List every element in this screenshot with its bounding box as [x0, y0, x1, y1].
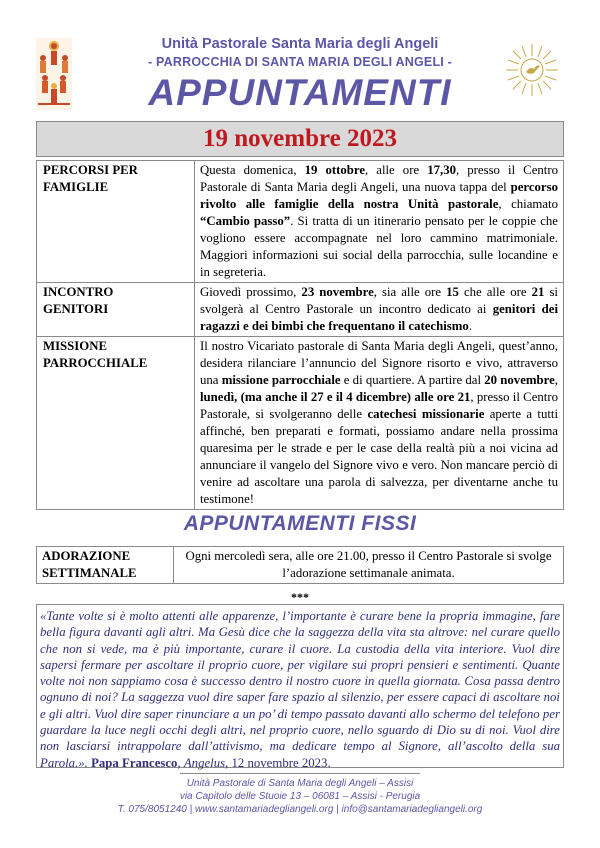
parish-subtitle: - PARROCCHIA DI SANTA MARIA DEGLI ANGELI -	[148, 55, 452, 69]
table-row	[37, 283, 564, 337]
row-label	[37, 161, 195, 283]
row-text: Ogni mercoledì sera, alle ore 21.00, presso il Centro Pastorale si svolge l’adorazione settimanale animata.	[174, 547, 564, 584]
table-row	[37, 547, 564, 584]
row-label	[37, 337, 195, 510]
label-line: PERCORSI PER	[43, 163, 138, 177]
row-label	[37, 547, 174, 584]
label-line: FAMIGLIE	[43, 180, 109, 194]
quote-text: «Tante volte si è molto attenti alle apparenze, l’importante è curare bene la propria immagine, fare bella figura davanti agli altri. Ma Gesù dice che la saggezza della vita sta altrove: nel curare quello che non si vede, ma è più importante, curare il cuore. La custodia della vita interiore. Vuol dire sapersi fermare per ascoltare il proprio cuore, per vigilare sui propri pensieri e sentimenti. Quante volte noi non sappiamo cosa è successo dentro il nostro cuore in quella giornata. Cosa passa dentro ognuno di noi? La saggezza vuol dire saper fare spazio al silenzio, per essere capaci di ascoltare noi e gli altri. Vuol dire saper rinunciare a un po’ di tempo passato davanti allo schermo del telefono per guardare la luce negli occhi degli altri, nel proprio cuore, nello sguardo di Dio su di noi. Vuol dire non lasciarsi intrappolare dall’attivismo, ma dedicare tempo al Signore, all’ascolto della sua Parola.».	[40, 609, 560, 770]
fixed-appointments-table	[36, 546, 564, 584]
fixed-appointments-title: APPUNTAMENTI FISSI	[183, 512, 417, 535]
footer-contacts: T. 075/8051240 | www.santamariadegliangeli.org | info@santamariadegliangeli.org	[117, 804, 483, 815]
label-line: INCONTRO	[43, 285, 114, 299]
page-title: APPUNTAMENTI	[148, 72, 452, 113]
quote-date: , 12 novembre 2023.	[225, 755, 331, 770]
footer-address: Unità Pastorale di Santa Maria degli Angeli – Assisi	[186, 778, 414, 789]
label-line: SETTIMANALE	[42, 566, 137, 580]
label-line: PARROCCHIALE	[43, 356, 148, 370]
date-banner: 19 novembre 2023	[36, 121, 564, 157]
appointments-table	[36, 160, 564, 510]
separator: ***	[291, 590, 309, 604]
quote-box: «Tante volte si è molto attenti alle apparenze, l’importante è curare bene la propria immagine, fare bella figura davanti agli altri. Ma Gesù dice che la saggezza della vita sta altrove: nel curare quello che non si vede, ma è più importante, curare il cuore. La custodia della vita interiore. Vuol dire sapersi fermare per ascoltare il proprio cuore, per vigilare sui propri pensieri e sentimenti. Quante volte noi non sappiamo cosa è successo dentro il nostro cuore in quella giornata. Cosa passa dentro ognuno di noi? La saggezza vuol dire saper fare spazio al silenzio, per essere capaci di ascoltare noi e gli altri. Vuol dire saper rinunciare a un po’ di tempo passato davanti allo schermo del telefono per guardare la luce negli occhi degli altri, nel proprio cuore, nello sguardo di Dio su di noi. Vuol dire non lasciarsi intrappolare dall’attivismo, ma dedicare tempo al Signore, all’ascolto della sua Parola.». Papa Francesco, Angelus, 12 novembre 2023.	[36, 604, 564, 768]
footer-street: via Capitolo delle Stuoie 13 – 06081 – Assisi - Perugia	[179, 791, 421, 802]
footer-divider	[180, 773, 420, 774]
quote-author: Papa Francesco	[91, 755, 178, 770]
pastoral-unit-title: Unità Pastorale Santa Maria degli Angeli	[161, 36, 439, 52]
label-line: MISSIONE	[43, 339, 108, 353]
label-line: GENITORI	[43, 302, 109, 316]
quote-source: Angelus	[183, 755, 226, 770]
row-text: Giovedì prossimo, 23 novembre, sia alle ore 15 che alle ore 21 si svolgerà al Centro Pastorale un incontro dedicato ai genitori dei ragazzi e dei bimbi che frequentano il catechismo.	[195, 283, 564, 337]
row-text: Questa domenica, 19 ottobre, alle ore 17,30, presso il Centro Pastorale di Santa Maria degli Angeli, una nuova tappa del percorso rivolto alle famiglie della nostra Unità pastorale, chiamato “Cambio passo”. Si tratta di un itinerario pensato per le coppie che vogliono essere accompagnate nel loro cammino matrimoniale. Maggiori informazioni sui social della parrocchia, sulle locandine e in segreteria.	[195, 161, 564, 283]
row-label	[37, 283, 195, 337]
table-row	[37, 161, 564, 283]
table-row	[37, 337, 564, 510]
row-text: Il nostro Vicariato pastorale di Santa Maria degli Angeli, quest’anno, desidera rilanciare l’annuncio del Signore risorto e vivo, attraverso una missione parrocchiale e di quartiere. A partire dal 20 novembre, lunedì, (ma anche il 27 e il 4 dicembre) alle ore 21, presso il Centro Pastorale, si svolgeranno delle catechesi missionarie aperte a tutti affinché, ben preparati e formati, possiamo andare nella prossima quaresima per le strade e per le case della realtà più a noi vicina ad annunciare il vangelo del Signore vivo e vero. Non mancare perciò di venire ad ascoltare una parola di salvezza, per diventarne anche tu testimone!	[195, 337, 564, 510]
label-line: ADORAZIONE	[42, 549, 131, 563]
